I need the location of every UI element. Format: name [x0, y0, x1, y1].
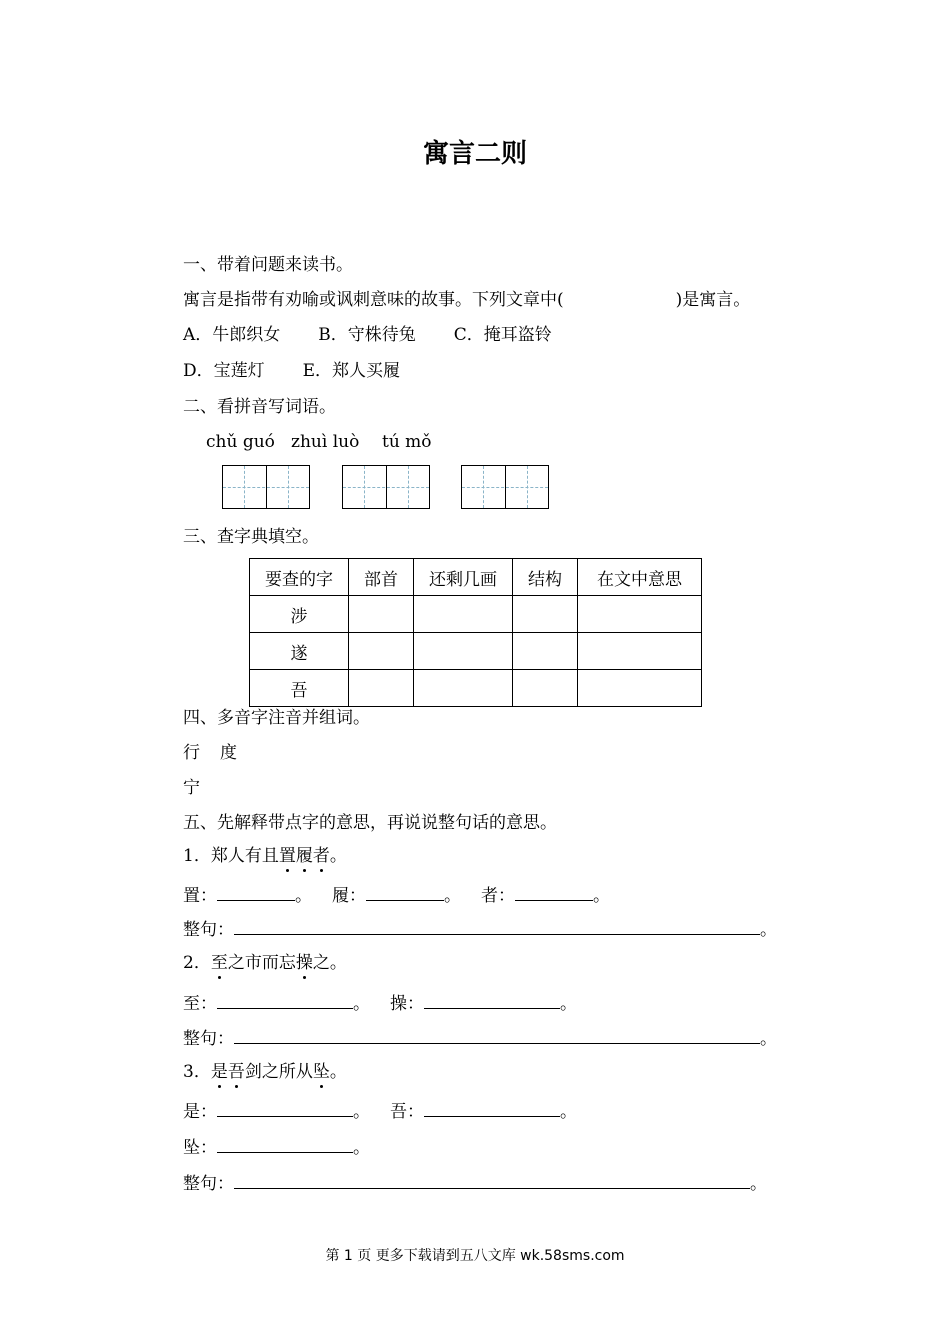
q3-sentence	[183, 1062, 347, 1082]
whole-label: 整句：	[183, 1029, 234, 1049]
answer-label: 坠：	[183, 1138, 217, 1158]
pinyin-2: zhuì luò	[291, 432, 360, 452]
dotted-char: 是	[210, 1062, 228, 1082]
answer-cell[interactable]	[349, 596, 414, 633]
pinyin-3: tú mǒ	[382, 432, 432, 452]
answer-label: 履：	[332, 886, 366, 906]
period: 。	[593, 886, 610, 906]
column-header: 结构	[513, 559, 578, 596]
answer-cell[interactable]	[414, 633, 513, 670]
q3-number: 3．	[183, 1062, 211, 1082]
dotted-char: 坠	[312, 1062, 330, 1082]
question-text-a: 寓言是指带有劝喻或讽刺意味的故事。下列文章中(	[183, 290, 564, 310]
q2-answers	[183, 992, 577, 1014]
q1-whole	[183, 918, 777, 940]
q3-answers-1	[183, 1100, 577, 1122]
answer-cell[interactable]	[414, 596, 513, 633]
q2-number: 2．	[183, 953, 211, 973]
answer-label: 操：	[390, 994, 424, 1014]
answer-label: 是：	[183, 1102, 217, 1122]
q1-number: 1．	[183, 846, 211, 866]
writing-grid-3[interactable]	[461, 465, 549, 509]
table-header-row	[250, 559, 702, 596]
dotted-char: 履	[295, 846, 313, 866]
q1-end: 。	[329, 846, 347, 866]
answer-cell[interactable]	[513, 633, 578, 670]
period: 。	[353, 994, 370, 1014]
answer-blank[interactable]	[217, 1100, 353, 1117]
q3-answers-2	[183, 1136, 370, 1158]
section1-heading: 一、带着问题来读书。	[183, 255, 353, 275]
answer-cell[interactable]	[513, 596, 578, 633]
answer-cell[interactable]	[578, 596, 702, 633]
char-cell: 遂	[250, 633, 349, 670]
q2-whole	[183, 1027, 777, 1049]
q1-text: 郑人有且	[210, 846, 279, 866]
option-c: C．掩耳盗铃	[453, 325, 552, 345]
option-d: D．宝莲灯	[183, 361, 265, 381]
polyphone-char: 宁	[183, 778, 200, 798]
polyphone-row-1	[183, 743, 237, 763]
option-b: B．守株待兔	[318, 325, 416, 345]
dotted-char: 者	[312, 846, 330, 866]
q1-sentence	[183, 846, 347, 866]
whole-label: 整句：	[183, 1174, 234, 1194]
q1-answers	[183, 884, 610, 906]
q3-text: 剑之所从	[244, 1062, 313, 1082]
answer-label: 置：	[183, 886, 217, 906]
char-cell: 涉	[250, 596, 349, 633]
answer-blank[interactable]	[366, 884, 444, 901]
answer-label: 者：	[481, 886, 515, 906]
answer-cell[interactable]	[349, 633, 414, 670]
answer-blank[interactable]	[217, 1136, 353, 1153]
writing-grid-1[interactable]	[222, 465, 310, 509]
section3-heading: 三、查字典填空。	[183, 527, 319, 547]
whole-label: 整句：	[183, 920, 234, 940]
period: 。	[760, 1029, 777, 1049]
answer-blank[interactable]	[424, 992, 560, 1009]
options-row-1	[183, 325, 552, 345]
answer-label: 吾：	[390, 1102, 424, 1122]
whole-sentence-blank[interactable]	[234, 1172, 750, 1189]
answer-blank[interactable]	[424, 1100, 560, 1117]
q3-whole	[183, 1172, 767, 1194]
whole-sentence-blank[interactable]	[234, 1027, 760, 1044]
option-a: A．牛郎织女	[183, 325, 281, 345]
writing-grid-2[interactable]	[342, 465, 430, 509]
option-e: E．郑人买履	[302, 361, 401, 381]
section5-heading: 五、先解释带点字的意思，再说说整句话的意思。	[183, 813, 557, 833]
table-row	[250, 596, 702, 633]
column-header: 在文中意思	[578, 559, 702, 596]
polyphone-char: 行	[183, 743, 200, 763]
table-row	[250, 633, 702, 670]
dotted-char: 至	[210, 953, 228, 973]
q2-text: 之市而忘	[227, 953, 296, 973]
answer-cell[interactable]	[414, 670, 513, 707]
answer-cell[interactable]	[578, 633, 702, 670]
page-footer: 第 1 页 更多下载请到五八文库 wk.58sms.com	[325, 1248, 625, 1264]
column-header: 要查的字	[250, 559, 349, 596]
dotted-char: 置	[278, 846, 296, 866]
dotted-char: 操	[295, 953, 313, 973]
answer-cell[interactable]	[578, 670, 702, 707]
column-header: 部首	[349, 559, 414, 596]
whole-sentence-blank[interactable]	[234, 918, 760, 935]
period: 。	[295, 886, 312, 906]
dotted-char: 吾	[227, 1062, 245, 1082]
period: 。	[750, 1174, 767, 1194]
section1-question	[183, 290, 750, 310]
char-cell: 吾	[250, 670, 349, 707]
answer-blank[interactable]	[217, 992, 353, 1009]
q2-sentence	[183, 953, 347, 973]
period: 。	[353, 1138, 370, 1158]
answer-cell[interactable]	[349, 670, 414, 707]
column-header: 还剩几画	[414, 559, 513, 596]
section4-heading: 四、多音字注音并组词。	[183, 708, 370, 728]
q3-end: 。	[329, 1062, 347, 1082]
options-row-2	[183, 361, 400, 381]
pinyin-1: chǔ guó	[206, 432, 275, 452]
period: 。	[444, 886, 461, 906]
section2-heading: 二、看拼音写词语。	[183, 397, 336, 417]
answer-blank[interactable]	[515, 884, 593, 901]
table-row	[250, 670, 702, 707]
question-text-b: )是寓言。	[675, 290, 751, 310]
answer-label: 至：	[183, 994, 217, 1014]
q2-end: 之。	[312, 953, 347, 973]
dictionary-table	[249, 558, 702, 707]
answer-cell[interactable]	[513, 670, 578, 707]
polyphone-char: 度	[220, 743, 237, 763]
period: 。	[560, 994, 577, 1014]
period: 。	[560, 1102, 577, 1122]
period: 。	[760, 920, 777, 940]
page-title: 寓言二则	[422, 139, 527, 169]
period: 。	[353, 1102, 370, 1122]
answer-blank[interactable]	[217, 884, 295, 901]
